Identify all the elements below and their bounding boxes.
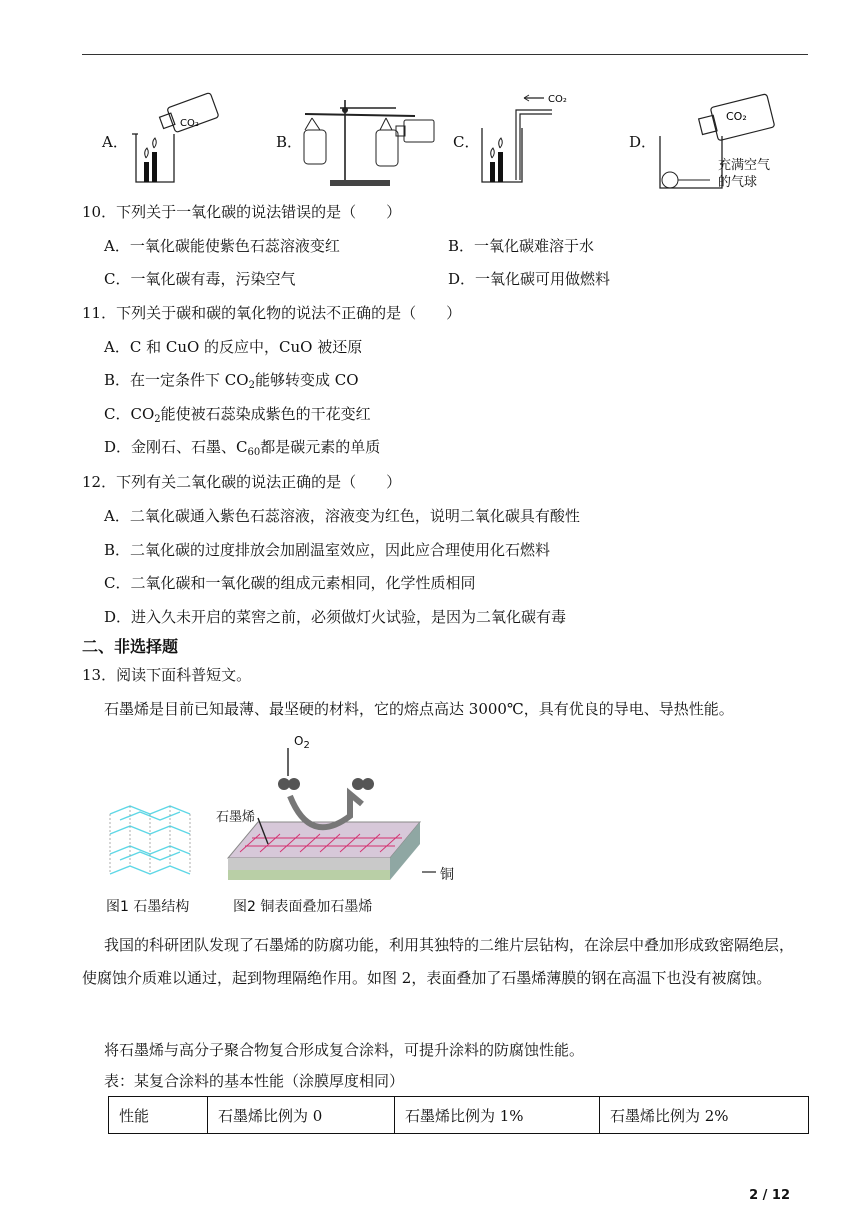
section-heading: 二、非选择题: [82, 637, 179, 656]
svg-text:CO₂: CO₂: [548, 94, 567, 105]
table-header-cell: 性能: [109, 1097, 208, 1134]
q12-option-b: B．二氧化碳的过度排放会加剧温室效应，因此应合理使用化石燃料: [104, 541, 551, 559]
q11-option-a: A．C 和 CuO 的反应中，CuO 被还原: [104, 338, 363, 356]
svg-text:CO₂: CO₂: [726, 110, 747, 123]
q11-stem: 11．下列关于碳和碳的氧化物的说法不正确的是（ ）: [82, 304, 462, 322]
q12-option-d: D．进入久未开启的菜窖之前，必须做灯火试验，是因为二氧化碳有毒: [104, 608, 567, 626]
q10-option-b: B．一氧化碳难溶于水: [448, 237, 595, 255]
q9-option-b-label: B．: [276, 133, 303, 151]
q11-option-c: C．$CO_2$能使被石蕊染成紫色的干花变红: [104, 405, 371, 425]
q9-option-a-label: A．: [102, 133, 128, 151]
table-header-cell: 石墨烯比例为 2%: [600, 1097, 809, 1134]
graphene-figure: [100, 734, 460, 894]
q13-paragraph-1: 石墨烯是目前已知最薄、最坚硬的材料，它的熔点高达 3000℃，具有优良的导电、导热性能。: [104, 700, 734, 718]
page-number: 2 / 12: [749, 1188, 790, 1203]
q9-option-c-figure: [476, 88, 586, 188]
properties-table: [108, 1096, 809, 1134]
fig2-caption: 图2 铜表面叠加石墨烯: [233, 899, 373, 915]
table-header-cell: 石墨烯比例为 0: [208, 1097, 395, 1134]
q11-option-b: B．在一定条件下 $CO_2$能够转变成 CO: [104, 371, 359, 391]
q9-option-d-label: D．: [629, 133, 657, 151]
q10-option-c: C．一氧化碳有毒，污染空气: [104, 270, 296, 288]
header-rule: [82, 54, 808, 55]
balloon-label-1: 充满空气: [718, 158, 771, 173]
svg-text:CO₂: CO₂: [180, 118, 199, 129]
copper-label: 铜: [440, 867, 454, 883]
table-caption: 表：某复合涂料的基本性能（涂膜厚度相同）: [104, 1072, 405, 1090]
q10-option-a: A．一氧化碳能使紫色石蕊溶液变红: [104, 237, 340, 255]
graphene-label: 石墨烯: [216, 810, 256, 825]
q9-option-a-figure: [124, 92, 244, 188]
o2-label: $O_2$: [294, 734, 310, 751]
table-header-cell: 石墨烯比例为 1%: [395, 1097, 600, 1134]
q12-stem: 12．下列有关二氧化碳的说法正确的是（ ）: [82, 473, 402, 491]
q11-option-d: D．金刚石、石墨、$C_{60}$都是碳元素的单质: [104, 438, 381, 458]
balloon-label-2: 的气球: [718, 175, 758, 190]
table-row: [109, 1097, 809, 1134]
q13-paragraph-2: 我国的科研团队发现了石墨烯的防腐功能，利用其独特的二维片层钻构，在涂层中叠加形成致密隔绝层，使腐蚀介质难以通过，起到物理隔绝作用。如图 2，表面叠加了石墨烯薄膜的钢在高温下也没有被腐蚀。: [82, 936, 795, 987]
q9-option-b-figure: [300, 90, 450, 190]
fig1-caption: 图1 石墨结构: [106, 899, 190, 915]
q12-option-c: C．二氧化碳和一氧化碳的组成元素相同，化学性质相同: [104, 574, 476, 592]
q9-option-c-label: C．: [453, 133, 480, 151]
q10-stem: 10．下列关于一氧化碳的说法错误的是（ ）: [82, 203, 402, 221]
q12-option-a: A．二氧化碳通入紫色石蕊溶液，溶液变为红色，说明二氧化碳具有酸性: [104, 507, 580, 525]
q13-paragraph-3: 将石墨烯与高分子聚合物复合形成复合涂料，可提升涂料的防腐蚀性能。: [104, 1041, 585, 1059]
q10-option-d: D．一氧化碳可用做燃料: [448, 270, 611, 288]
q13-stem: 13．阅读下面科普短文。: [82, 666, 252, 684]
